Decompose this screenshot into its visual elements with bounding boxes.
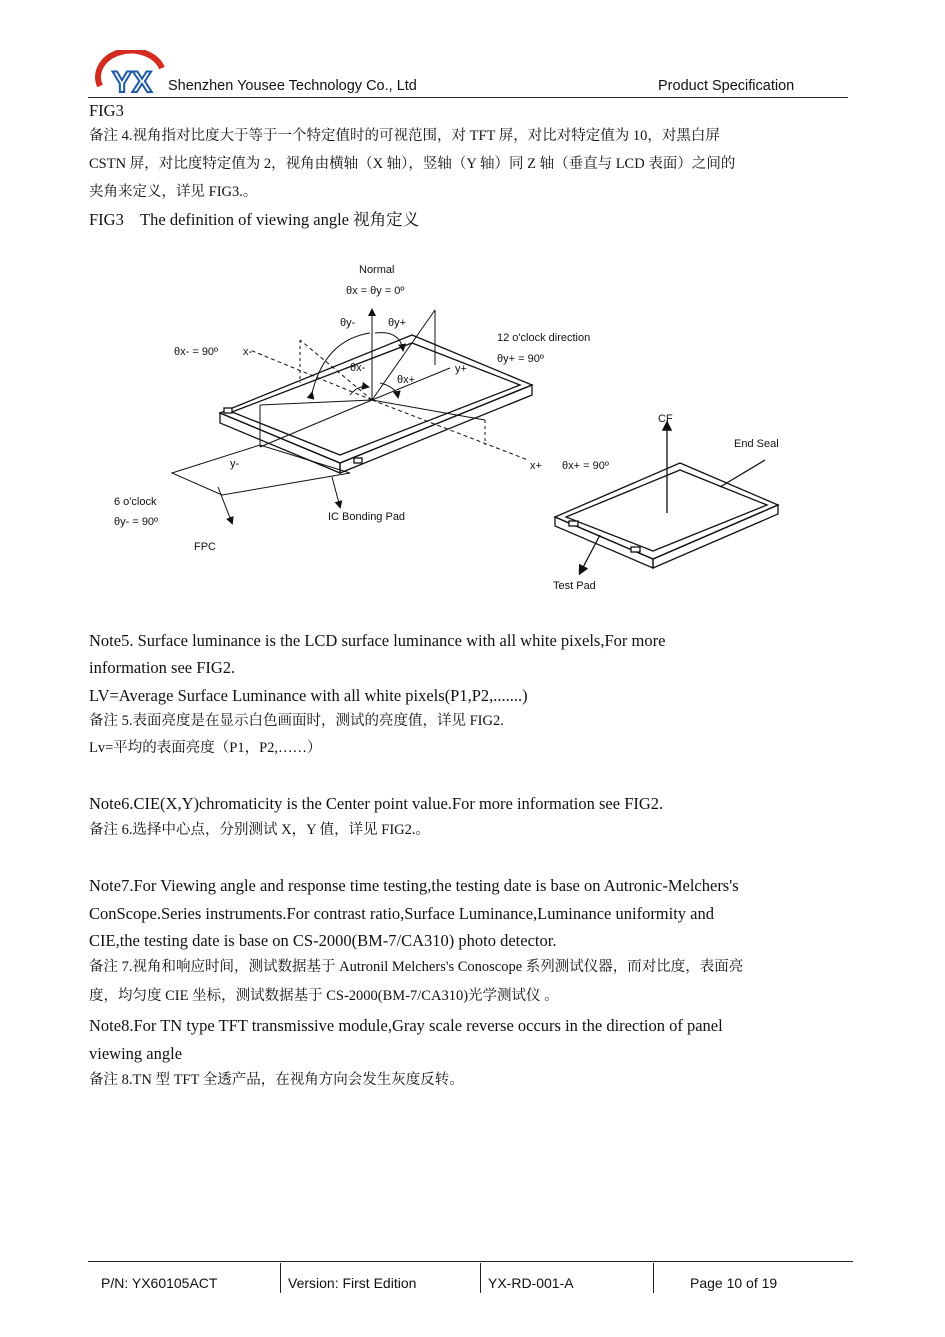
label-theta-y-plus: θy+	[388, 317, 407, 329]
label-normal: Normal	[359, 264, 395, 276]
label-theta-y-minus-90: θy- = 90º	[114, 516, 159, 528]
label-cf: CF	[658, 413, 673, 425]
fpc-arrow	[218, 487, 232, 523]
note5-cn-line-2: Lv=平均的表面亮度（P1，P2,……）	[89, 740, 322, 756]
logo-letters: YX	[112, 66, 153, 96]
label-fpc: FPC	[194, 541, 216, 553]
label-6-oclock: 6 o'clock	[114, 496, 157, 508]
note5-line-2: information see FIG2.	[89, 658, 236, 677]
label-theta-x-minus: θx-	[350, 362, 366, 374]
footer-separator	[653, 1263, 654, 1293]
note5-cn-line-1: 备注 5.表面亮度是在显示白色画面时，测试的亮度值，详见 FIG2.	[89, 713, 504, 729]
label-ic-bonding-pad: IC Bonding Pad	[328, 511, 406, 523]
note7-line-3: CIE,the testing date is base on CS-2000(BM-7/CA310) photo detector.	[89, 931, 557, 950]
ic-pad-arrow	[332, 477, 340, 507]
footer-doc-code: YX-RD-001-A	[488, 1275, 574, 1291]
label-theta-y-plus-90: θy+ = 90º	[497, 353, 544, 365]
label-y-plus: y+	[455, 363, 467, 375]
label-12-oclock: 12 o'clock direction	[497, 332, 591, 344]
note4-cn-line-2: CSTN 屏，对比度特定值为 2，视角由横轴（X 轴），竖轴（Y 轴）同 Z 轴（垂直与 LCD 表面）之间的	[89, 156, 736, 172]
note7-line-1: Note7.For Viewing angle and response time testing,the testing date is base on Autronic-Melchers's	[89, 876, 739, 895]
footer-divider	[88, 1261, 853, 1262]
note6-cn: 备注 6.选择中心点，分别测试 X，Y 值，详见 FIG2.。	[89, 822, 431, 838]
label-x-minus: x-	[243, 346, 253, 358]
label-y-minus: y-	[230, 458, 240, 470]
note6: Note6.CIE(X,Y)chromaticity is the Center point value.For more information see FIG2.	[89, 794, 664, 813]
label-x-plus: x+	[530, 460, 542, 472]
note8-line-1: Note8.For TN type TFT transmissive module,Gray scale reverse occurs in the direction of panel	[89, 1016, 723, 1035]
fig3-caption: FIG3 The definition of viewing angle 视角定义	[89, 210, 420, 229]
note7-cn-line-2: 度，均匀度 CIE 坐标，测试数据基于 CS-2000(BM-7/CA310)光学测试仪 。	[89, 988, 559, 1004]
label-theta-x-minus-90: θx- = 90º	[174, 346, 219, 358]
header-company-name: Shenzhen Yousee Technology Co., Ltd	[168, 78, 417, 94]
note7-line-2: ConScope.Series instruments.For contrast ratio,Surface Luminance,Luminance uniformity and	[89, 904, 715, 923]
label-theta-x-plus: θx+	[397, 374, 416, 386]
footer-page-number: Page 10 of 19	[690, 1275, 778, 1291]
note4-cn-line-3: 夹角来定义，详见 FIG3.。	[89, 184, 258, 200]
note8-line-2: viewing angle	[89, 1044, 183, 1063]
label-test-pad: Test Pad	[553, 580, 596, 592]
note5-line-1: Note5. Surface luminance is the LCD surface luminance with all white pixels,For more	[89, 631, 666, 650]
label-theta-y-minus: θy-	[340, 317, 356, 329]
label-end-seal: End Seal	[734, 438, 779, 450]
note7-cn-line-1: 备注 7.视角和响应时间，测试数据基于 Autronil Melchers's Conoscope 系列测试仪器，而对比度，表面亮	[89, 959, 744, 975]
main-lcd-panel	[220, 335, 532, 473]
header-document-type: Product Specification	[658, 78, 795, 94]
label-theta-x-eq-y: θx = θy = 0º	[346, 285, 405, 297]
footer-separator	[480, 1263, 481, 1293]
company-logo	[90, 50, 168, 96]
note8-cn: 备注 8.TN 型 TFT 全透产品，在视角方向会发生灰度反转。	[89, 1072, 464, 1088]
label-theta-x-plus-90: θx+ = 90º	[562, 460, 609, 472]
note4-cn-line-1: 备注 4.视角指对比度大于等于一个特定值时的可视范围，对 TFT 屏，对比对特定值为 10，对黑白屏	[89, 128, 720, 144]
footer-separator	[280, 1263, 281, 1293]
viewing-angle-diagram	[100, 255, 840, 600]
footer-version: Version: First Edition	[288, 1275, 417, 1291]
note5-line-3: LV=Average Surface Luminance with all white pixels(P1,P2,.......)	[89, 686, 528, 705]
footer-part-number: P/N: YX60105ACT	[101, 1275, 218, 1291]
fig-heading: FIG3	[89, 101, 124, 120]
